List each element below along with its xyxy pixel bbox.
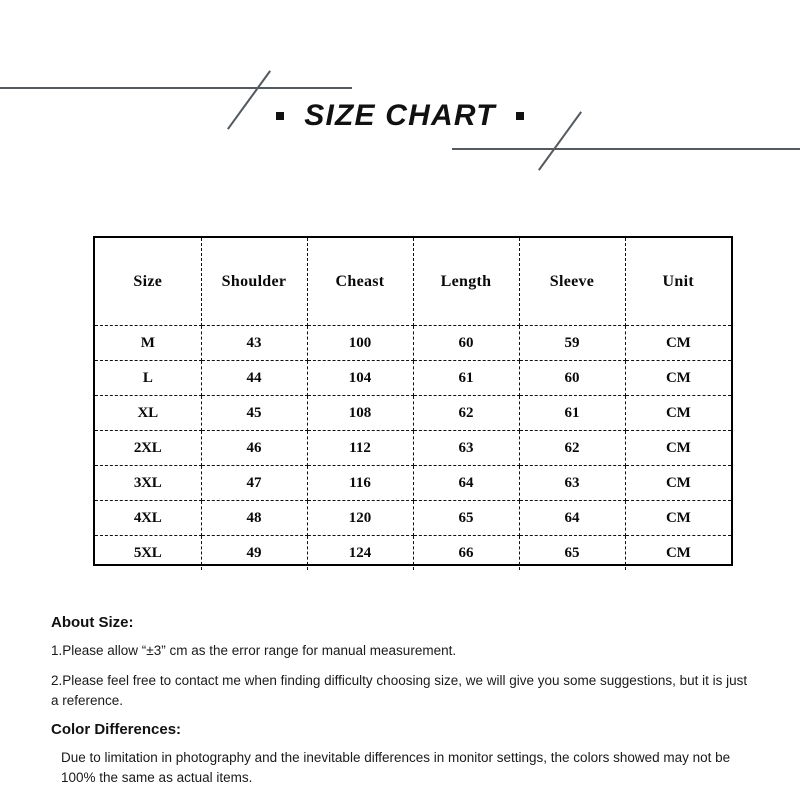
cell-length: 63 — [413, 431, 519, 466]
decorative-rule-right — [452, 148, 800, 150]
cell-sleeve: 63 — [519, 466, 625, 501]
cell-cheast: 108 — [307, 396, 413, 431]
decorative-rule-left — [0, 87, 352, 89]
color-differences-body: Due to limitation in photography and the inevitable differences in monitor settings, the colors showed may not be 100% the same as actual items. — [61, 750, 731, 785]
cell-shoulder: 46 — [201, 431, 307, 466]
cell-cheast: 116 — [307, 466, 413, 501]
cell-unit: CM — [625, 501, 731, 536]
cell-unit: CM — [625, 431, 731, 466]
cell-size: M — [95, 326, 201, 361]
cell-length: 61 — [413, 361, 519, 396]
cell-length: 64 — [413, 466, 519, 501]
square-bullet-icon-right — [516, 112, 524, 120]
page-title-row — [0, 101, 800, 131]
cell-unit: CM — [625, 361, 731, 396]
cell-shoulder: 43 — [201, 326, 307, 361]
color-differences-heading: Color Differences: — [51, 721, 182, 739]
cell-length: 66 — [413, 536, 519, 571]
cell-shoulder: 48 — [201, 501, 307, 536]
cell-sleeve: 60 — [519, 361, 625, 396]
cell-sleeve: 59 — [519, 326, 625, 361]
cell-shoulder: 44 — [201, 361, 307, 396]
cell-unit: CM — [625, 326, 731, 361]
cell-size: 2XL — [95, 431, 201, 466]
cell-cheast: 112 — [307, 431, 413, 466]
cell-shoulder: 49 — [201, 536, 307, 571]
table-row — [95, 501, 731, 536]
cell-unit: CM — [625, 396, 731, 431]
square-bullet-icon-left — [276, 112, 284, 120]
cell-size: XL — [95, 396, 201, 431]
cell-length: 60 — [413, 326, 519, 361]
size-chart-table — [93, 236, 733, 566]
about-size-item-1: 1.Please allow “±3” cm as the error range for manual measurement. — [51, 642, 457, 658]
cell-sleeve: 64 — [519, 501, 625, 536]
table-row — [95, 396, 731, 431]
column-header-cheast: Cheast — [307, 238, 413, 326]
column-header-unit: Unit — [625, 238, 731, 326]
cell-length: 62 — [413, 396, 519, 431]
cell-size: 3XL — [95, 466, 201, 501]
column-header-length: Length — [413, 238, 519, 326]
table-row — [95, 326, 731, 361]
cell-cheast: 120 — [307, 501, 413, 536]
cell-sleeve: 61 — [519, 396, 625, 431]
cell-cheast: 104 — [307, 361, 413, 396]
cell-size: 5XL — [95, 536, 201, 571]
page-title: SIZE CHART — [304, 99, 496, 132]
table-header-row — [95, 238, 731, 326]
cell-cheast: 100 — [307, 326, 413, 361]
cell-shoulder: 47 — [201, 466, 307, 501]
column-header-sleeve: Sleeve — [519, 238, 625, 326]
table-row — [95, 431, 731, 466]
cell-sleeve: 62 — [519, 431, 625, 466]
cell-unit: CM — [625, 466, 731, 501]
table-row — [95, 466, 731, 501]
title-banner — [0, 0, 800, 200]
about-size-item-2: 2.Please feel free to contact me when finding difficulty choosing size, we will give you some suggestions, but it is just a reference. — [51, 673, 748, 708]
column-header-shoulder: Shoulder — [201, 238, 307, 326]
cell-size: L — [95, 361, 201, 396]
cell-shoulder: 45 — [201, 396, 307, 431]
table-row — [95, 361, 731, 396]
cell-cheast: 124 — [307, 536, 413, 571]
cell-unit: CM — [665, 544, 691, 561]
column-header-size: Size — [95, 238, 201, 326]
about-size-heading: About Size: — [51, 614, 134, 631]
cell-length: 65 — [413, 501, 519, 536]
notes-section — [51, 614, 751, 790]
cell-size: 4XL — [95, 501, 201, 536]
table-row — [95, 536, 731, 571]
cell-sleeve: 65 — [519, 536, 625, 571]
